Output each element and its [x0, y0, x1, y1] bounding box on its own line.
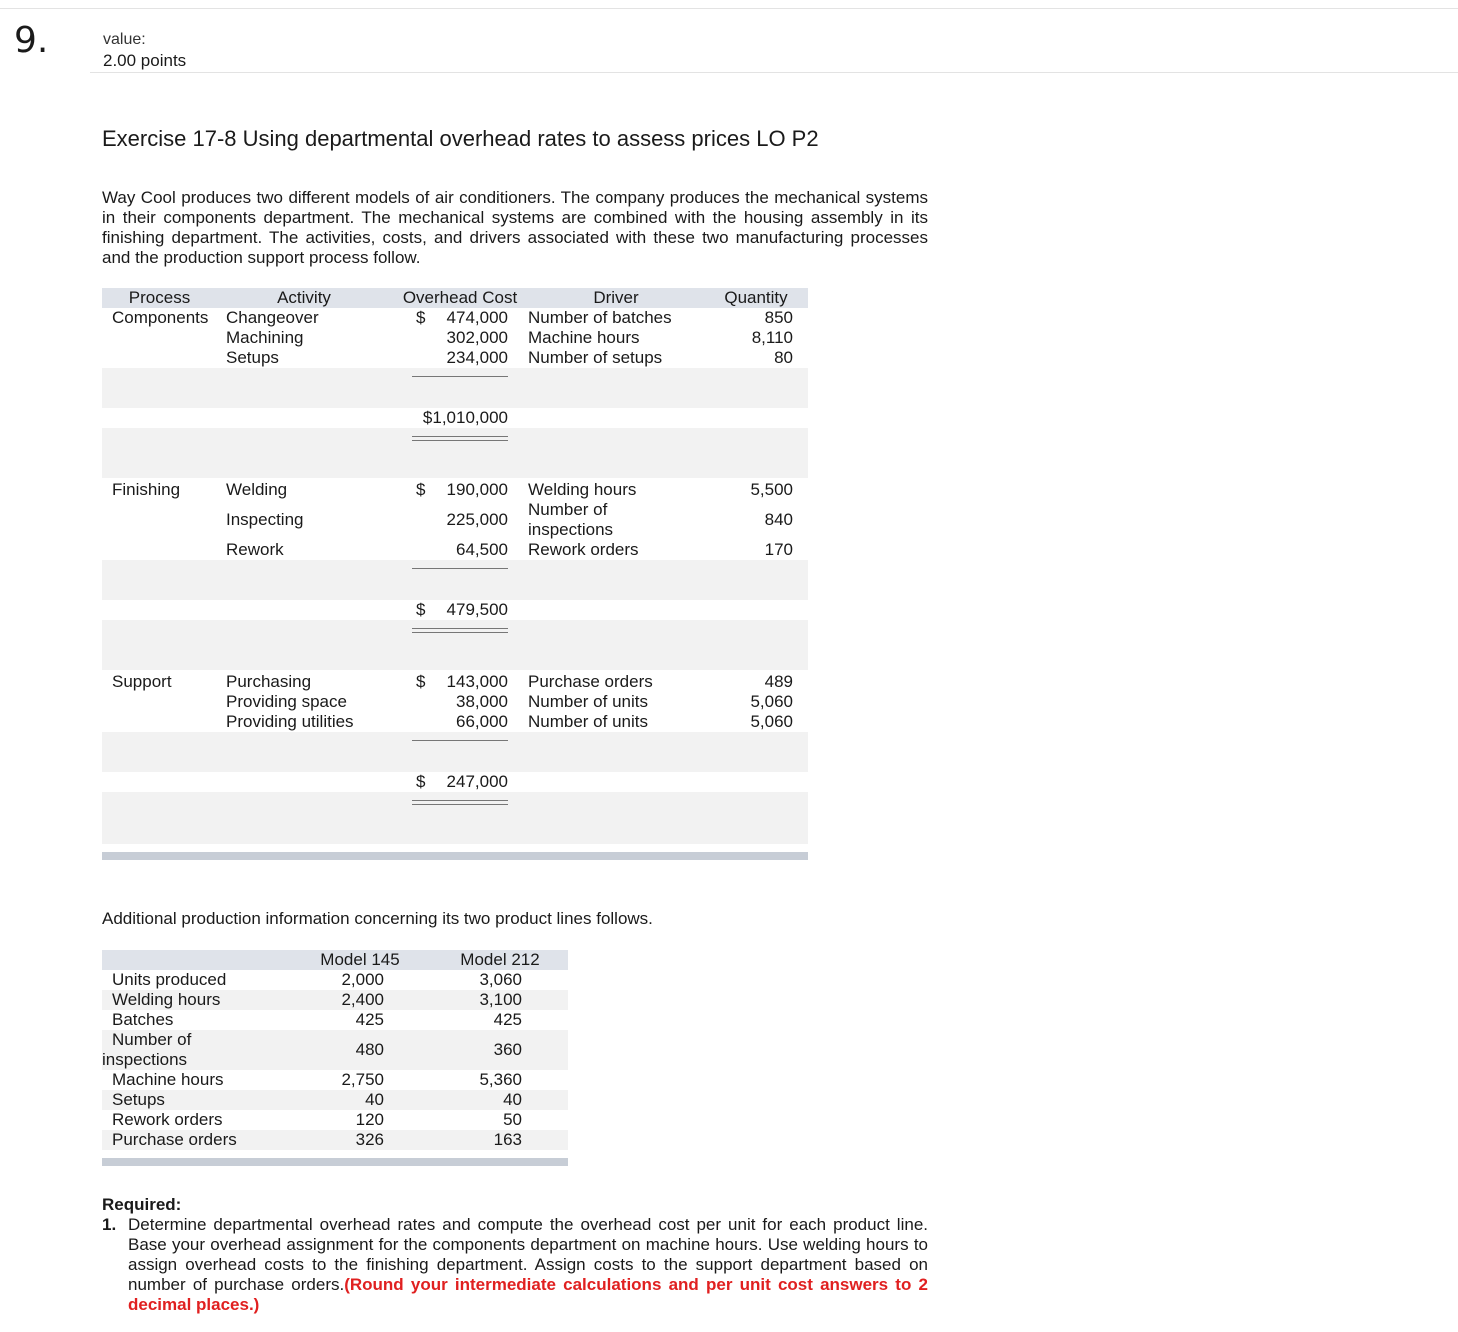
total-double-underline: [412, 436, 508, 437]
finishing-total: 479,500: [446, 600, 508, 619]
qty-machining: 8,110: [751, 328, 793, 347]
m212-inspections: 360: [493, 1040, 522, 1059]
additional-info-text: Additional production information concerning its two product lines follows.: [102, 909, 653, 928]
row-band: [102, 732, 808, 772]
row-label-inspections-line1: Number of: [112, 1030, 192, 1049]
m145-welding: 2,400: [341, 990, 384, 1009]
qty-changeover: 850: [764, 308, 793, 327]
m145-purchase-orders: 326: [355, 1130, 384, 1149]
header-overhead-cost: Overhead Cost: [402, 288, 518, 307]
subtotal-underline: [412, 376, 508, 377]
m145-rework: 120: [355, 1110, 384, 1129]
cost-providing-utilities: 66,000: [456, 712, 508, 731]
cost-purchasing: 143,000: [446, 672, 508, 691]
rounding-note: (Round your intermediate calculations and per unit cost answers to 2 decimal places.): [128, 1275, 928, 1314]
cost-providing-space: 38,000: [456, 692, 508, 711]
exercise-title: Exercise 17-8 Using departmental overhead rates to assess prices LO P2: [102, 126, 819, 151]
components-total: $1,010,000: [422, 408, 508, 427]
activity-purchasing: Purchasing: [226, 672, 312, 691]
header-activity: Activity: [277, 288, 331, 307]
m212-batches: 425: [493, 1010, 522, 1029]
m212-units: 3,060: [479, 970, 522, 989]
driver-machining: Machine hours: [528, 328, 640, 347]
activity-rework: Rework: [226, 540, 284, 559]
qty-purchasing: 489: [764, 672, 793, 691]
qty-providing-utilities: 5,060: [750, 712, 793, 731]
driver-providing-utilities: Number of units: [528, 712, 648, 731]
row-label-purchase-orders: Purchase orders: [112, 1130, 237, 1149]
header-model-145: Model 145: [320, 950, 400, 969]
qty-welding: 5,500: [750, 480, 793, 499]
row-label-inspections-line2: inspections: [102, 1050, 188, 1069]
required-item-text: [128, 1215, 928, 1315]
header-driver: Driver: [593, 288, 639, 307]
row-label-welding: Welding hours: [112, 990, 221, 1009]
required-heading: Required:: [102, 1195, 182, 1214]
subtotal-underline: [412, 568, 508, 569]
m145-units: 2,000: [341, 970, 384, 989]
qty-inspecting: 840: [764, 510, 793, 529]
required-instructions: Determine departmental overhead rates and compute the overhead cost per unit for each product line. Base your overhead assignment for the components department on machine hours. Use welding hours to assign overhead costs to the finishing department. Assign costs to the support department based on number of purchase orders.: [128, 1215, 928, 1294]
dollar-sign: $: [416, 672, 426, 691]
process-components: Components: [112, 308, 209, 327]
dollar-sign: $: [416, 308, 426, 327]
row-label-batches: Batches: [112, 1010, 174, 1029]
header-divider: [90, 72, 1458, 73]
m145-inspections: 480: [355, 1040, 384, 1059]
required-item-number: 1.: [102, 1215, 117, 1234]
total-double-underline: [412, 628, 508, 629]
production-info-table: [102, 950, 568, 1166]
activity-machining: Machining: [226, 328, 304, 347]
m145-batches: 425: [355, 1010, 384, 1029]
driver-changeover: Number of batches: [528, 308, 672, 327]
process-support: Support: [112, 672, 172, 691]
cost-machining: 302,000: [446, 328, 508, 347]
m145-machine-hours: 2,750: [341, 1070, 384, 1089]
row-band: [102, 368, 808, 408]
subtotal-underline: [412, 740, 508, 741]
m212-machine-hours: 5,360: [479, 1070, 522, 1089]
driver-inspecting-line2: inspections: [528, 520, 614, 539]
m212-welding: 3,100: [479, 990, 522, 1009]
intro-paragraph: Way Cool produces two different models of air conditioners. The company produces the mechanical systems in their components department. The mechanical systems are combined with the housing assembly in its finishing department. The activities, costs, and drivers associated with these two manufacturing processes and the production support process follow.: [102, 188, 928, 267]
qty-rework: 170: [764, 540, 793, 559]
header-quantity: Quantity: [724, 288, 788, 307]
cost-inspecting: 225,000: [446, 510, 508, 529]
driver-inspecting-line1: Number of: [528, 500, 608, 519]
points-value: 2.00 points: [103, 51, 187, 70]
driver-setups: Number of setups: [528, 348, 663, 367]
m212-purchase-orders: 163: [493, 1130, 522, 1149]
total-double-underline: [412, 440, 508, 441]
row-label-machine-hours: Machine hours: [112, 1070, 224, 1089]
cost-welding: 190,000: [446, 480, 508, 499]
total-double-underline: [412, 804, 508, 805]
driver-providing-space: Number of units: [528, 692, 648, 711]
activity-welding: Welding: [226, 480, 288, 499]
row-band: [102, 560, 808, 600]
driver-rework: Rework orders: [528, 540, 639, 559]
support-total: 247,000: [446, 772, 508, 791]
row-label-units: Units produced: [112, 970, 227, 989]
dollar-sign: $: [416, 772, 426, 791]
header-model-212: Model 212: [460, 950, 540, 969]
question-number: 9.: [14, 20, 49, 61]
qty-setups: 80: [774, 348, 793, 367]
top-divider: [0, 8, 1458, 9]
driver-purchasing: Purchase orders: [528, 672, 653, 691]
cost-rework: 64,500: [456, 540, 508, 559]
total-double-underline: [412, 632, 508, 633]
cost-setups: 234,000: [446, 348, 508, 367]
activity-cost-table: [102, 288, 808, 860]
activity-providing-utilities: Providing utilities: [226, 712, 354, 731]
header-process: Process: [128, 288, 191, 307]
dollar-sign: $: [416, 600, 426, 619]
dollar-sign: $: [416, 480, 426, 499]
m212-rework: 50: [503, 1110, 522, 1129]
driver-welding: Welding hours: [528, 480, 637, 499]
m212-setups: 40: [503, 1090, 522, 1109]
table-bottom-bar: [102, 852, 808, 860]
row-label-setups: Setups: [112, 1090, 165, 1109]
qty-providing-space: 5,060: [750, 692, 793, 711]
activity-providing-space: Providing space: [226, 692, 347, 711]
total-double-underline: [412, 800, 508, 801]
value-label: value:: [103, 31, 146, 48]
table-bottom-bar: [102, 1158, 568, 1166]
cost-changeover: 474,000: [446, 308, 508, 327]
process-finishing: Finishing: [112, 480, 181, 499]
row-label-rework: Rework orders: [112, 1110, 223, 1129]
activity-inspecting: Inspecting: [226, 510, 304, 529]
m145-setups: 40: [365, 1090, 384, 1109]
activity-changeover: Changeover: [226, 308, 319, 327]
activity-setups: Setups: [226, 348, 279, 367]
